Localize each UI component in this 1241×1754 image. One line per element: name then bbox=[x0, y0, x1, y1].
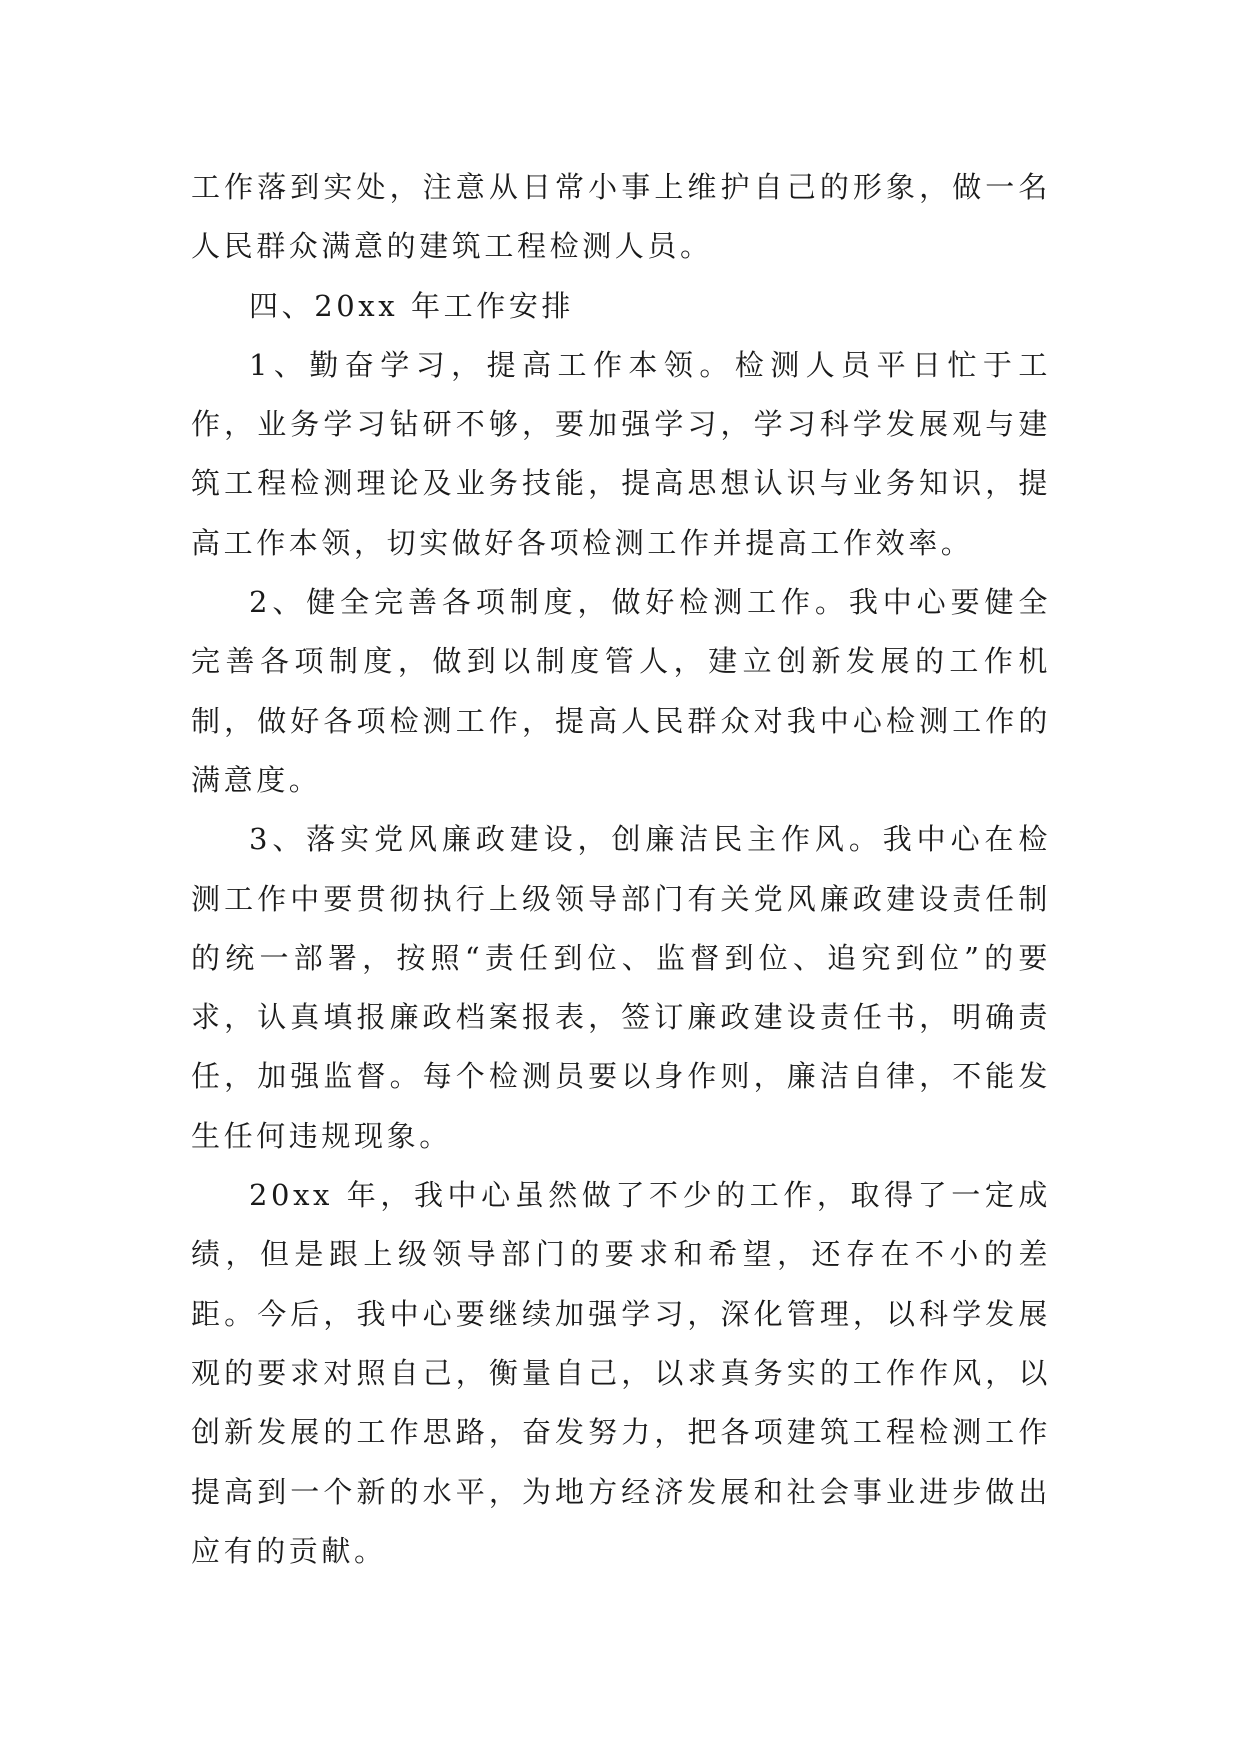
section-heading: 四、20xx 年工作安排 bbox=[249, 288, 575, 323]
document-body bbox=[191, 158, 1051, 1581]
paragraph-item-3: 3、落实党风廉政建设，创廉洁民主作风。我中心在检测工作中要贯彻执行上级领导部门有关党风廉政建设责任制的统一部署，按照“责任到位、监督到位、追究到位”的要求，认真填报廉政档案报表，签订廉政建设责任书，明确责任，加强监督。每个检测员要以身作则，廉洁自律，不能发生任何违规现象。 bbox=[191, 822, 1051, 1153]
paragraph-item-1: 1、勤奋学习，提高工作本领。检测人员平日忙于工作，业务学习钻研不够，要加强学习，学习科学发展观与建筑工程检测理论及业务技能，提高思想认识与业务知识，提高工作本领，切实做好各项检测工作并提高工作效率。 bbox=[191, 347, 1051, 560]
paragraph-continuation: 工作落到实处，注意从日常小事上维护自己的形象，做一名人民群众满意的建筑工程检测人员。 bbox=[191, 170, 1051, 264]
paragraph-item-2: 2、健全完善各项制度，做好检测工作。我中心要健全完善各项制度，做到以制度管人，建立创新发展的工作机制，做好各项检测工作，提高人民群众对我中心检测工作的满意度。 bbox=[191, 585, 1051, 797]
paragraph-conclusion: 20xx 年，我中心虽然做了不少的工作，取得了一定成绩，但是跟上级领导部门的要求和希望，还存在不小的差距。今后，我中心要继续加强学习，深化管理，以科学发展观的要求对照自己，衡量自己，以求真务实的工作作风，以创新发展的工作思路，奋发努力，把各项建筑工程检测工作提高到一个新的水平，为地方经济发展和社会事业进步做出应有的贡献。 bbox=[191, 1178, 1051, 1568]
